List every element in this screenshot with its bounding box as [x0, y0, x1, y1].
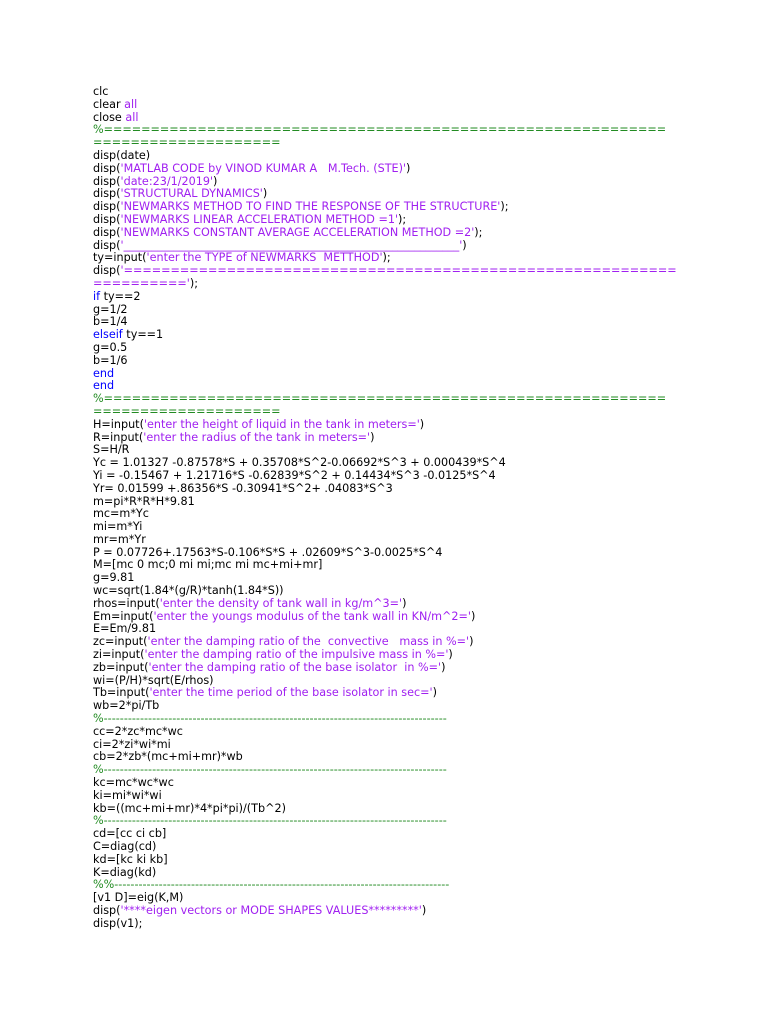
comment-token: %============================================================: [93, 392, 667, 406]
code-line: [93, 316, 693, 329]
code-token: ci=2*zi*wi*mi: [93, 737, 171, 751]
code-line: [93, 137, 693, 150]
code-token: disp(: [93, 238, 121, 252]
code-token: ): [441, 660, 446, 674]
string-token: 'STRUCTURAL DYNAMICS': [120, 187, 263, 201]
code-token: ): [471, 609, 476, 623]
code-token: ty=input(: [93, 251, 147, 265]
comment-token: ====================: [93, 404, 281, 418]
code-token: Yc = 1.01327 -0.87578*S + 0.35708*S^2-0.06692*S^3 + 0.000439*S^4: [93, 456, 506, 470]
code-token: );: [500, 200, 509, 214]
comment-token: %-------------------------------------------------------------------------------------: [93, 814, 447, 828]
code-token: ): [402, 596, 407, 610]
code-token: ty==1: [122, 328, 164, 342]
string-token: 'NEWMARKS CONSTANT AVERAGE ACCELERATION METHOD =2': [120, 225, 475, 239]
comment-token: %-------------------------------------------------------------------------------------: [93, 763, 447, 777]
comment-token: %-------------------------------------------------------------------------------------: [93, 712, 447, 726]
code-line: [93, 905, 693, 918]
code-token: zi=input(: [93, 648, 145, 662]
string-token: 'enter the damping ratio of the base isolator in %=': [148, 660, 442, 674]
code-line: [93, 99, 693, 112]
code-token: H=input(: [93, 417, 144, 431]
string-token: 'enter the youngs modulus of the tank wall in KN/m^2=': [153, 609, 471, 623]
code-token: P = 0.07726+.17563*S-0.106*S*S + .02609*S^3-0.0025*S^4: [93, 545, 443, 559]
code-line: [93, 726, 693, 739]
code-token: disp(: [93, 212, 121, 226]
code-token: kd=[kc ki kb]: [93, 852, 168, 866]
code-token: ): [370, 430, 375, 444]
code-line: [93, 687, 693, 700]
code-line: [93, 342, 693, 355]
comment-token: %%-----------------------------------------------------------------------------------: [93, 878, 450, 892]
code-token: g=9.81: [93, 571, 135, 585]
code-token: ): [448, 648, 453, 662]
keyword-token: elseif: [93, 328, 123, 342]
code-token: disp(: [93, 174, 121, 188]
code-line: [93, 291, 693, 304]
code-token: ): [462, 238, 467, 252]
string-token: 'NEWMARKS LINEAR ACCELERATION METHOD =1': [120, 212, 399, 226]
code-token: ): [419, 417, 425, 431]
code-token: ): [432, 686, 437, 700]
code-token: );: [474, 225, 483, 239]
code-line: [93, 828, 693, 841]
code-line: [93, 278, 693, 291]
code-token: );: [382, 251, 391, 265]
string-token: 'enter the density of tank wall in kg/m^3=': [159, 596, 403, 610]
string-token: all: [124, 97, 138, 111]
code-token: disp(: [93, 225, 121, 239]
code-token: disp(: [93, 904, 121, 917]
code-line: [93, 368, 693, 381]
code-token: E=Em/9.81: [93, 622, 157, 636]
string-token: 'enter the damping ratio of the impulsive mass in %=': [144, 648, 449, 662]
code-token: S=H/R: [93, 443, 130, 457]
code-line: [93, 918, 693, 931]
code-token: Yi = -0.15467 + 1.21716*S -0.62839*S^2 + 0.14434*S^3 -0.0125*S^4: [93, 468, 496, 482]
string-token: '****eigen vectors or MODE SHAPES VALUES*********': [120, 904, 422, 917]
string-token: 'enter the height of liquid in the tank in meters=': [143, 417, 420, 431]
code-token: g=0.5: [93, 340, 128, 354]
code-token: clc: [93, 85, 109, 98]
code-line: [93, 713, 693, 726]
comment-token: %============================================================: [93, 123, 667, 137]
string-token: 'enter the TYPE of NEWMARKS METTHOD': [146, 251, 383, 265]
code-token: mr=m*Yr: [93, 532, 146, 546]
code-token: ): [262, 187, 268, 201]
code-token: ): [406, 161, 411, 175]
code-token: wb=2*pi/Tb: [93, 699, 160, 713]
code-token: disp(v1);: [93, 916, 143, 930]
code-line: [93, 304, 693, 317]
code-line: [93, 86, 693, 99]
code-line: [93, 329, 693, 342]
code-line: [93, 815, 693, 828]
string-token: 'enter the damping ratio of the convective mass in %=': [147, 635, 470, 649]
code-line: [93, 854, 693, 867]
code-line: [93, 841, 693, 854]
code-token: C=diag(cd): [93, 840, 157, 854]
comment-token: ====================: [93, 136, 281, 150]
string-token: 'MATLAB CODE by VINOD KUMAR A M.Tech. (STE)': [120, 161, 407, 175]
code-token: disp(date): [93, 148, 151, 162]
code-token: rhos=input(: [93, 596, 160, 610]
code-token: disp(: [93, 264, 121, 278]
code-token: disp(: [93, 161, 121, 175]
string-token: all: [125, 110, 139, 124]
code-token: b=1/4: [93, 315, 128, 329]
code-token: mc=m*Yc: [93, 507, 149, 521]
code-line: [93, 508, 693, 521]
code-line: [93, 611, 693, 624]
string-token: 'NEWMARKS METHOD TO FIND THE RESPONSE OF THE STRUCTURE': [120, 200, 501, 214]
code-token: Yr= 0.01599 +.86356*S -0.30941*S^2+ .04083*S^3: [93, 481, 393, 495]
code-token: );: [189, 276, 198, 290]
code-token: Tb=input(: [93, 686, 150, 700]
code-line: [93, 777, 693, 790]
code-token: mi=m*Yi: [93, 520, 143, 534]
string-token: 'enter the radius of the tank in meters=': [143, 430, 371, 444]
code-token: b=1/6: [93, 353, 128, 367]
code-token: cb=2*zb*(mc+mi+mr)*wb: [93, 750, 243, 764]
string-token: 'enter the time period of the base isolator in sec=': [149, 686, 433, 700]
code-line: [93, 355, 693, 368]
code-token: ): [469, 635, 474, 649]
string-token: '____________________________________________________________': [120, 238, 463, 252]
code-token: Em=input(: [93, 609, 154, 623]
code-token: );: [398, 212, 407, 226]
code-line: [93, 496, 693, 509]
code-token: disp(: [93, 200, 121, 214]
code-token: wc=sqrt(1.84*(g/R)*tanh(1.84*S)): [93, 584, 284, 598]
code-token: K=diag(kd): [93, 865, 157, 879]
code-token: R=input(: [93, 430, 144, 444]
string-token: 'date:23/1/2019': [120, 174, 214, 188]
code-token: disp(: [93, 187, 121, 201]
code-line: [93, 559, 693, 572]
code-token: kb=((mc+mi+mr)*4*pi*pi)/(Tb^2): [93, 801, 286, 815]
code-token: close: [93, 110, 126, 124]
code-line: [93, 432, 693, 445]
code-token: ): [213, 174, 218, 188]
code-line: [93, 764, 693, 777]
code-token: cc=2*zc*mc*wc: [93, 724, 183, 738]
keyword-token: end: [93, 379, 115, 393]
code-token: wi=(P/H)*sqrt(E/rhos): [93, 673, 214, 687]
code-token: ki=mi*wi*wi: [93, 788, 162, 802]
code-token: M=[mc 0 mc;0 mi mi;mc mi mc+mi+mr]: [93, 558, 323, 572]
code-token: clear: [93, 97, 125, 111]
code-listing: [93, 86, 693, 931]
code-token: ): [421, 904, 427, 917]
code-token: [v1 D]=eig(K,M): [93, 891, 184, 905]
code-token: ty==2: [100, 289, 141, 303]
code-token: m=pi*R*R*H*9.81: [93, 494, 195, 508]
code-token: cd=[cc ci cb]: [93, 827, 167, 841]
code-token: zc=input(: [93, 635, 148, 649]
keyword-token: if: [93, 289, 101, 303]
keyword-token: end: [93, 366, 115, 380]
code-token: zb=input(: [93, 660, 149, 674]
code-token: g=1/2: [93, 302, 128, 316]
code-token: kc=mc*wc*wc: [93, 776, 174, 790]
string-token: '===========================================================: [120, 264, 677, 278]
code-line: [93, 521, 693, 534]
string-token: ==========': [93, 276, 190, 290]
